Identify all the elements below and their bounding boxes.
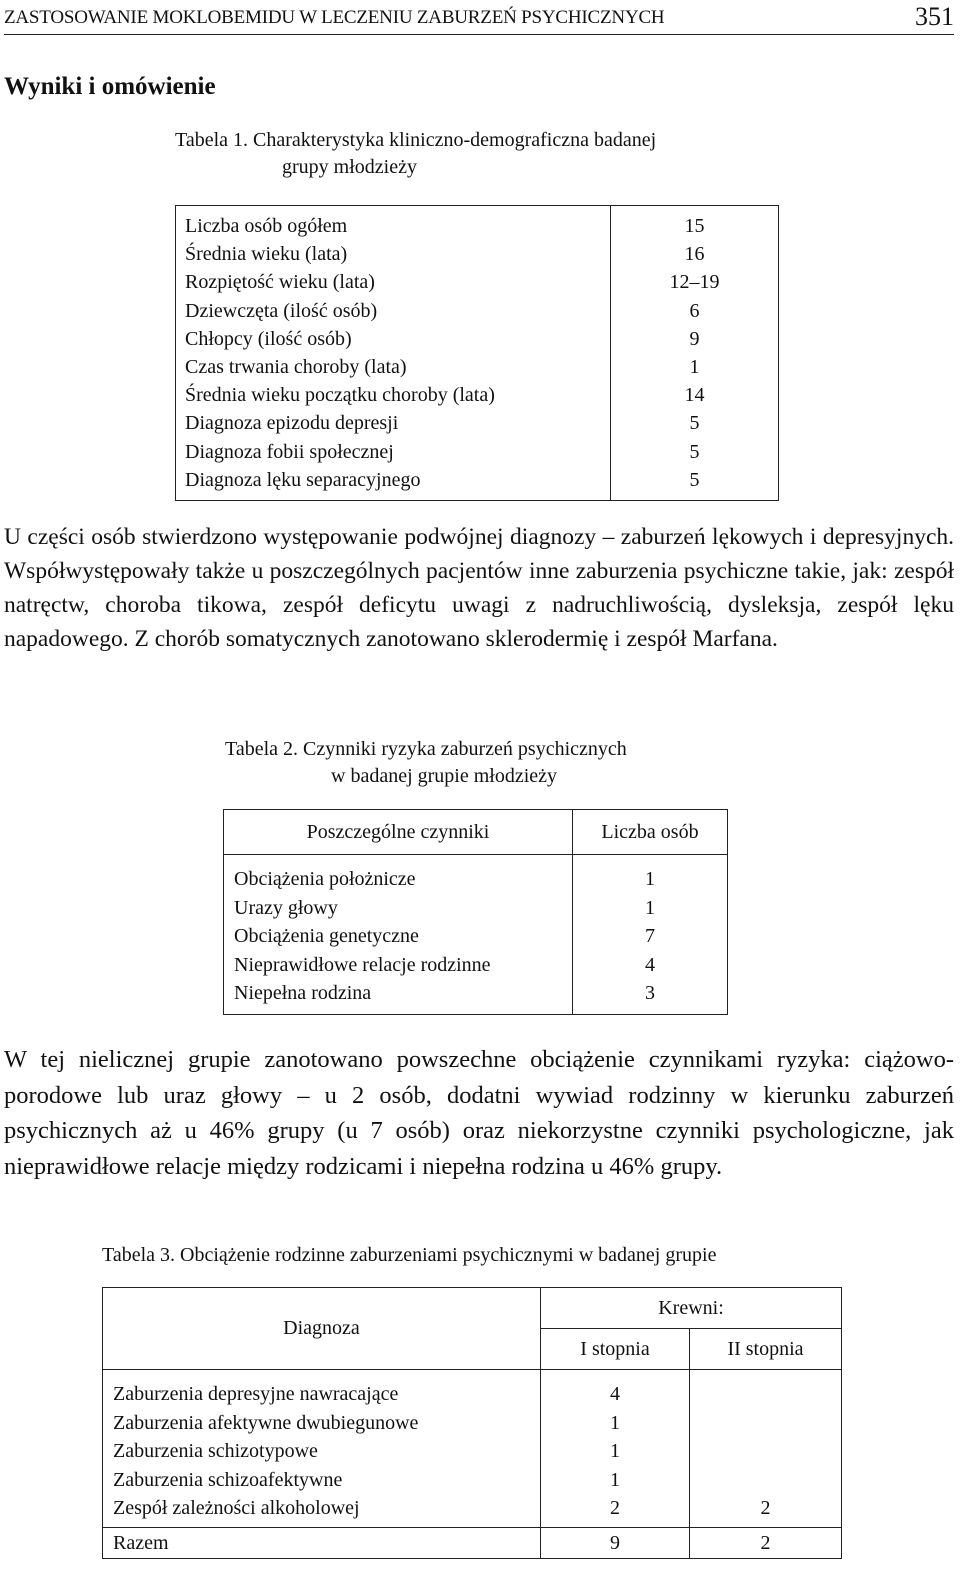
table2 xyxy=(223,809,728,1015)
row-label: Obciążenia genetyczne xyxy=(224,922,573,951)
row-label: Obciążenia położnicze xyxy=(224,855,573,894)
table-row xyxy=(176,206,779,241)
table-header-row xyxy=(224,810,728,855)
table-row xyxy=(176,268,779,296)
column-header-factors: Poszczególne czynniki xyxy=(224,810,573,855)
running-title: ZASTOSOWANIE MOKLOBEMIDU W LECZENIU ZABURZEŃ PSYCHICZNYCH xyxy=(4,7,665,28)
row-second-degree xyxy=(690,1409,842,1438)
row-value: 4 xyxy=(645,953,655,976)
row-label: Diagnoza epizodu depresji xyxy=(176,409,611,437)
row-label: Zaburzenia schizoafektywne xyxy=(103,1466,541,1495)
row-label: Rozpiętość wieku (lata) xyxy=(176,268,611,296)
row-second-degree xyxy=(690,1370,842,1409)
table-row xyxy=(103,1370,842,1409)
row-label: Średnia wieku początku choroby (lata) xyxy=(176,381,611,409)
row-first-degree: 1 xyxy=(541,1437,690,1466)
table-header-row xyxy=(103,1288,842,1329)
table-row xyxy=(103,1409,842,1438)
row-first-degree: 1 xyxy=(541,1409,690,1438)
table-row xyxy=(224,855,728,894)
table-row xyxy=(103,1466,842,1495)
column-header-second-degree: II stopnia xyxy=(690,1329,842,1370)
column-header-count: Liczba osób xyxy=(573,810,728,855)
row-label: Diagnoza fobii społecznej xyxy=(176,438,611,466)
table-row xyxy=(224,979,728,1014)
row-value: 5 xyxy=(689,412,700,435)
row-value: 5 xyxy=(689,440,700,463)
paragraph-risk-factors: W tej nielicznej grupie zanotowano powszechne obciążenie czynnikami ryzyka: ciążowo-porodowe lub uraz głowy – u 2 osób, dodatni wywiad rodzinny w kierunku zaburzeń psychicznych aż u 46% grupy (u 7 osób) oraz niekorzystne czynniki psychologiczne, jak nieprawidłowe relacje między rodzicami i niepełna rodzina u 46% grupy. xyxy=(4,1046,954,1180)
row-first-degree: 4 xyxy=(541,1370,690,1409)
table2-caption-line2: w badanej grupie młodzieży xyxy=(331,765,558,787)
table-row xyxy=(103,1494,842,1527)
row-value: 5 xyxy=(689,468,700,491)
table1 xyxy=(175,205,779,501)
row-value: 15 xyxy=(684,215,705,237)
row-label: Dziewczęta (ilość osób) xyxy=(176,297,611,325)
row-second-degree xyxy=(690,1437,842,1466)
row-label: Zaburzenia depresyjne nawracające xyxy=(103,1370,541,1409)
table3-caption: Tabela 3. Obciążenie rodzinne zaburzeniami psychicznymi w badanej grupie xyxy=(102,1244,717,1266)
row-value: 3 xyxy=(645,982,655,1005)
total-second-degree: 2 xyxy=(690,1527,842,1558)
table1-caption xyxy=(175,127,656,181)
row-label: Liczba osób ogółem xyxy=(176,206,611,241)
table-row xyxy=(176,325,779,353)
total-first-degree: 9 xyxy=(541,1527,690,1558)
running-header xyxy=(4,0,954,35)
row-label: Diagnoza lęku separacyjnego xyxy=(176,466,611,501)
row-first-degree: 2 xyxy=(541,1494,690,1527)
row-label: Niepełna rodzina xyxy=(224,979,573,1014)
row-value: 1 xyxy=(645,868,655,890)
row-value: 9 xyxy=(689,327,700,350)
row-label: Chłopcy (ilość osób) xyxy=(176,325,611,353)
column-header-diagnosis: Diagnoza xyxy=(103,1288,541,1370)
row-value: 16 xyxy=(684,243,705,266)
table-row xyxy=(224,951,728,980)
page-number: 351 xyxy=(915,2,954,31)
row-value: 12–19 xyxy=(669,271,720,294)
section-heading: Wyniki i omówienie xyxy=(4,73,216,100)
table-total-row xyxy=(103,1527,842,1558)
table1-caption-line2: grupy młodzieży xyxy=(282,156,417,178)
table-row xyxy=(176,438,779,466)
column-header-relatives: Krewni: xyxy=(541,1288,842,1329)
row-value: 1 xyxy=(645,896,655,919)
table-row xyxy=(176,409,779,437)
table-row xyxy=(103,1437,842,1466)
table-row xyxy=(224,922,728,951)
table2-caption-line1: Tabela 2. Czynniki ryzyka zaburzeń psychicznych xyxy=(225,738,627,760)
table-row xyxy=(176,381,779,409)
row-value: 1 xyxy=(689,356,700,379)
row-label: Zaburzenia schizotypowe xyxy=(103,1437,541,1466)
row-label: Czas trwania choroby (lata) xyxy=(176,353,611,381)
table2-caption xyxy=(225,736,627,790)
row-label: Średnia wieku (lata) xyxy=(176,240,611,268)
total-label: Razem xyxy=(103,1527,541,1558)
table3 xyxy=(102,1287,842,1559)
table-row xyxy=(176,353,779,381)
table1-caption-line1: Tabela 1. Charakterystyka kliniczno-demograficzna badanej xyxy=(175,129,657,151)
row-value: 6 xyxy=(689,299,700,322)
table-row xyxy=(176,297,779,325)
row-label: Urazy głowy xyxy=(224,894,573,923)
row-second-degree: 2 xyxy=(760,1497,771,1520)
row-label: Nieprawidłowe relacje rodzinne xyxy=(224,951,573,980)
paragraph-double-diagnosis: U części osób stwierdzono występowanie podwójnej diagnozy – zaburzeń lękowych i depresyjnych. Współwystępowały także u poszczególnych pacjentów inne zaburzenia psychiczne takie, jak: zespół natręctw, choroba tikowa, zespół deficytu uwagi z nadruchliwością, dysleksja, zespół lęku napadowego. Z chorób somatycznych zanotowano sklerodermię i zespół Marfana. xyxy=(4,524,954,652)
table-row xyxy=(176,240,779,268)
row-value: 7 xyxy=(645,925,655,948)
table-row xyxy=(224,894,728,923)
row-second-degree xyxy=(690,1466,842,1495)
row-value: 14 xyxy=(684,384,705,407)
table-row xyxy=(176,466,779,501)
column-header-first-degree: I stopnia xyxy=(541,1329,690,1370)
row-label: Zaburzenia afektywne dwubiegunowe xyxy=(103,1409,541,1438)
row-label: Zespół zależności alkoholowej xyxy=(103,1494,541,1527)
row-first-degree: 1 xyxy=(541,1466,690,1495)
